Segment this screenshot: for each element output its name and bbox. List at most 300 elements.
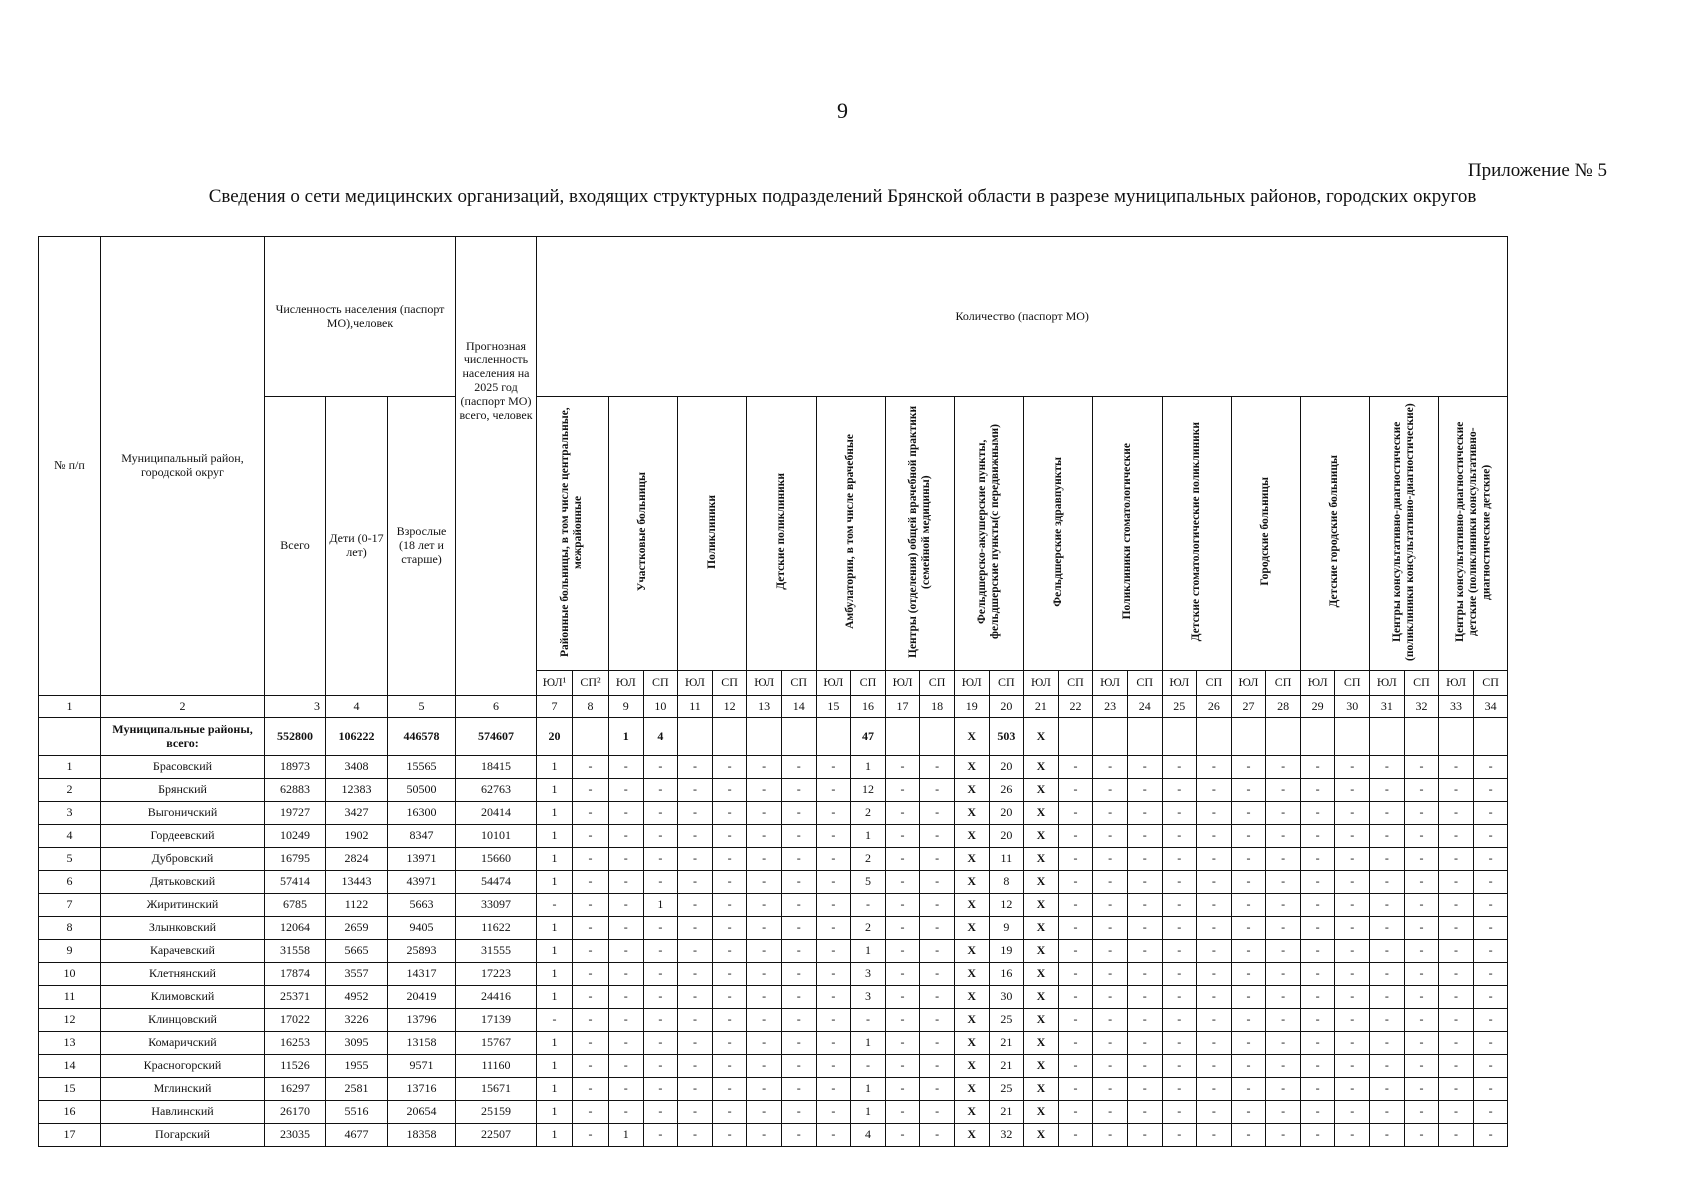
- total-cell: 503: [989, 718, 1024, 756]
- row-cell: -: [573, 825, 609, 848]
- column-number: 17: [885, 696, 920, 718]
- header-category-10: [1162, 397, 1231, 671]
- row-cell: -: [1335, 963, 1370, 986]
- row-cell: -: [1439, 848, 1474, 871]
- header-category-label: Амбулатории, в том числе врачебные: [844, 434, 857, 630]
- column-number: 9: [609, 696, 644, 718]
- row-cell: -: [1300, 986, 1335, 1009]
- row-cell: -: [1197, 1032, 1232, 1055]
- row-number: 1: [39, 756, 101, 779]
- row-cell: -: [609, 1032, 644, 1055]
- row-cell: -: [1370, 917, 1405, 940]
- row-cell: 16300: [388, 802, 456, 825]
- row-cell: 16: [989, 963, 1024, 986]
- table-row: [39, 1055, 1508, 1078]
- row-cell: X: [1024, 1101, 1059, 1124]
- row-cell: -: [885, 986, 920, 1009]
- column-number: 25: [1162, 696, 1197, 718]
- row-cell: -: [1335, 848, 1370, 871]
- row-cell: 1: [537, 802, 573, 825]
- row-cell: -: [609, 1078, 644, 1101]
- header-sub-ul: ЮЛ: [816, 671, 851, 696]
- row-cell: -: [678, 756, 713, 779]
- row-cell: 6785: [265, 894, 326, 917]
- header-sub-sp: СП: [1266, 671, 1301, 696]
- row-cell: -: [1335, 802, 1370, 825]
- total-cell: [678, 718, 713, 756]
- row-cell: 32: [989, 1124, 1024, 1147]
- total-cell: [1058, 718, 1093, 756]
- row-cell: -: [1162, 940, 1197, 963]
- column-number: 1: [39, 696, 101, 718]
- row-cell: -: [1127, 848, 1162, 871]
- row-cell: -: [573, 802, 609, 825]
- row-cell: -: [781, 1055, 816, 1078]
- total-cell: [1335, 718, 1370, 756]
- row-cell: 5: [851, 871, 886, 894]
- row-number: 10: [39, 963, 101, 986]
- row-cell: 3427: [326, 802, 388, 825]
- row-cell: -: [1197, 894, 1232, 917]
- row-cell: -: [1093, 940, 1128, 963]
- row-cell: -: [1300, 1009, 1335, 1032]
- row-cell: -: [920, 1009, 955, 1032]
- row-cell: -: [747, 1124, 782, 1147]
- row-cell: -: [573, 848, 609, 871]
- row-cell: -: [1093, 756, 1128, 779]
- row-cell: -: [1473, 1124, 1508, 1147]
- row-cell: -: [1473, 871, 1508, 894]
- row-number: 5: [39, 848, 101, 871]
- row-cell: 1: [537, 1055, 573, 1078]
- row-cell: -: [1162, 917, 1197, 940]
- row-cell: 25371: [265, 986, 326, 1009]
- row-cell: -: [1439, 963, 1474, 986]
- row-cell: -: [816, 1078, 851, 1101]
- row-cell: -: [1439, 1009, 1474, 1032]
- row-cell: -: [573, 1124, 609, 1147]
- header-category-label: Поликлиники стоматологические: [1120, 443, 1133, 620]
- row-cell: -: [573, 894, 609, 917]
- header-category-label: Центры консультативно-диагностические детские (поликлиники консультативно-диагностические детские): [1453, 421, 1492, 642]
- row-cell: X: [1024, 802, 1059, 825]
- table-row: [39, 825, 1508, 848]
- row-cell: -: [1266, 1124, 1301, 1147]
- row-cell: -: [816, 963, 851, 986]
- row-cell: -: [1093, 1124, 1128, 1147]
- row-cell: -: [885, 825, 920, 848]
- row-cell: -: [712, 802, 747, 825]
- row-cell: -: [1231, 917, 1266, 940]
- row-cell: -: [1058, 1032, 1093, 1055]
- row-cell: -: [816, 1124, 851, 1147]
- row-cell: -: [1231, 986, 1266, 1009]
- row-cell: -: [712, 756, 747, 779]
- row-cell: -: [678, 825, 713, 848]
- row-cell: 19: [989, 940, 1024, 963]
- row-cell: -: [1127, 1124, 1162, 1147]
- header-category-label: Центры (отделения) общей врачебной практики (семейной медицины): [906, 405, 932, 658]
- total-num: [39, 718, 101, 756]
- row-cell: -: [643, 1101, 678, 1124]
- row-cell: 14317: [388, 963, 456, 986]
- row-cell: -: [1197, 963, 1232, 986]
- row-district-name: Клинцовский: [101, 1009, 265, 1032]
- header-category-label: Детские поликлиники: [774, 473, 787, 590]
- row-cell: -: [1231, 1101, 1266, 1124]
- document-title: Сведения о сети медицинских организаций, входящих структурных подразделений Брянской области в разрезе муниципальных районов, городских округов: [208, 186, 1477, 207]
- row-cell: X: [1024, 848, 1059, 871]
- row-cell: 1: [537, 871, 573, 894]
- total-cell: 1: [609, 718, 644, 756]
- row-cell: 3095: [326, 1032, 388, 1055]
- row-cell: -: [885, 940, 920, 963]
- header-category-1: [537, 397, 609, 671]
- row-cell: -: [781, 779, 816, 802]
- row-cell: -: [1162, 848, 1197, 871]
- row-cell: -: [1370, 1124, 1405, 1147]
- column-number: 24: [1127, 696, 1162, 718]
- row-number: 17: [39, 1124, 101, 1147]
- row-cell: 9: [989, 917, 1024, 940]
- row-cell: -: [1197, 1124, 1232, 1147]
- row-cell: 15565: [388, 756, 456, 779]
- row-cell: -: [1231, 825, 1266, 848]
- row-cell: -: [1197, 825, 1232, 848]
- row-cell: -: [885, 917, 920, 940]
- row-cell: -: [1162, 1101, 1197, 1124]
- row-cell: -: [1473, 940, 1508, 963]
- header-sub-sp: СП: [712, 671, 747, 696]
- row-cell: -: [1335, 871, 1370, 894]
- total-cell: [1473, 718, 1508, 756]
- row-cell: -: [609, 871, 644, 894]
- row-cell: -: [573, 1009, 609, 1032]
- row-cell: 1: [851, 1078, 886, 1101]
- row-district-name: Клетнянский: [101, 963, 265, 986]
- column-number: 14: [781, 696, 816, 718]
- row-cell: 20: [989, 756, 1024, 779]
- row-cell: -: [712, 848, 747, 871]
- header-sub-sp: СП²: [573, 671, 609, 696]
- row-cell: -: [816, 825, 851, 848]
- column-number: 16: [851, 696, 886, 718]
- row-cell: -: [1231, 1124, 1266, 1147]
- row-cell: -: [1439, 940, 1474, 963]
- row-district-name: Гордеевский: [101, 825, 265, 848]
- row-cell: -: [573, 917, 609, 940]
- row-cell: X: [1024, 963, 1059, 986]
- column-number: 27: [1231, 696, 1266, 718]
- row-cell: -: [1404, 1124, 1439, 1147]
- row-cell: -: [1231, 963, 1266, 986]
- row-cell: -: [920, 848, 955, 871]
- row-cell: -: [816, 894, 851, 917]
- row-cell: -: [1266, 848, 1301, 871]
- row-cell: -: [1266, 917, 1301, 940]
- row-cell: -: [678, 1032, 713, 1055]
- row-cell: -: [1473, 848, 1508, 871]
- row-cell: -: [1404, 940, 1439, 963]
- row-cell: -: [1197, 917, 1232, 940]
- row-cell: 43971: [388, 871, 456, 894]
- row-cell: 19727: [265, 802, 326, 825]
- header-sub-sp: СП: [643, 671, 678, 696]
- row-cell: -: [747, 871, 782, 894]
- row-cell: X: [954, 1078, 989, 1101]
- column-number: 32: [1404, 696, 1439, 718]
- row-cell: 1: [851, 825, 886, 848]
- row-number: 9: [39, 940, 101, 963]
- header-category-6: [885, 397, 954, 671]
- total-cell: 106222: [326, 718, 388, 756]
- header-category-12: [1300, 397, 1369, 671]
- row-cell: 2581: [326, 1078, 388, 1101]
- header-sub-ul: ЮЛ: [1370, 671, 1405, 696]
- row-cell: -: [1473, 1101, 1508, 1124]
- column-number: 23: [1093, 696, 1128, 718]
- row-cell: -: [1058, 1101, 1093, 1124]
- row-cell: -: [816, 779, 851, 802]
- row-cell: -: [1058, 986, 1093, 1009]
- row-cell: -: [1370, 871, 1405, 894]
- row-cell: -: [643, 940, 678, 963]
- row-cell: -: [816, 1055, 851, 1078]
- total-cell: [1370, 718, 1405, 756]
- row-cell: 20: [989, 802, 1024, 825]
- row-cell: -: [816, 871, 851, 894]
- row-cell: -: [1058, 917, 1093, 940]
- row-cell: -: [1439, 986, 1474, 1009]
- row-district-name: Злынковский: [101, 917, 265, 940]
- row-district-name: Карачевский: [101, 940, 265, 963]
- total-cell: [1439, 718, 1474, 756]
- total-cell: [816, 718, 851, 756]
- row-cell: -: [920, 986, 955, 1009]
- medical-network-table: [38, 236, 1508, 1147]
- row-cell: 18358: [388, 1124, 456, 1147]
- row-cell: -: [1370, 1055, 1405, 1078]
- row-cell: -: [816, 802, 851, 825]
- row-cell: -: [1197, 1055, 1232, 1078]
- row-cell: -: [920, 802, 955, 825]
- row-cell: 15660: [456, 848, 537, 871]
- header-quantity-group: Количество (паспорт МО): [537, 237, 1508, 397]
- row-cell: 21: [989, 1101, 1024, 1124]
- row-cell: -: [1335, 1101, 1370, 1124]
- row-cell: 26170: [265, 1101, 326, 1124]
- table-row: [39, 986, 1508, 1009]
- header-sub-sp: СП: [989, 671, 1024, 696]
- header-category-8: [1024, 397, 1093, 671]
- row-cell: 17874: [265, 963, 326, 986]
- row-cell: -: [1266, 756, 1301, 779]
- header-pop-children: Дети (0-17 лет): [326, 397, 388, 696]
- row-cell: 18415: [456, 756, 537, 779]
- row-cell: -: [816, 986, 851, 1009]
- header-sub-ul: ЮЛ: [1231, 671, 1266, 696]
- row-cell: 1: [851, 1032, 886, 1055]
- row-cell: -: [781, 1009, 816, 1032]
- row-number: 15: [39, 1078, 101, 1101]
- row-cell: -: [573, 940, 609, 963]
- row-cell: -: [609, 894, 644, 917]
- row-cell: -: [1127, 986, 1162, 1009]
- column-number: 2: [101, 696, 265, 718]
- row-cell: 12383: [326, 779, 388, 802]
- row-cell: 2659: [326, 917, 388, 940]
- row-cell: 62883: [265, 779, 326, 802]
- row-cell: -: [747, 894, 782, 917]
- row-cell: -: [1231, 1032, 1266, 1055]
- column-number: 31: [1370, 696, 1405, 718]
- row-cell: 2: [851, 802, 886, 825]
- row-cell: 11622: [456, 917, 537, 940]
- row-cell: 1: [851, 1101, 886, 1124]
- row-cell: 18973: [265, 756, 326, 779]
- row-cell: -: [678, 802, 713, 825]
- row-cell: 3: [851, 963, 886, 986]
- header-sub-ul: ЮЛ: [747, 671, 782, 696]
- row-cell: -: [1162, 894, 1197, 917]
- row-cell: -: [1093, 963, 1128, 986]
- row-cell: -: [1127, 940, 1162, 963]
- row-number: 7: [39, 894, 101, 917]
- row-cell: -: [1162, 1078, 1197, 1101]
- row-cell: -: [1473, 1078, 1508, 1101]
- row-cell: -: [1300, 825, 1335, 848]
- row-cell: 12: [989, 894, 1024, 917]
- row-cell: 13796: [388, 1009, 456, 1032]
- header-sub-ul: ЮЛ: [1093, 671, 1128, 696]
- row-cell: -: [1370, 848, 1405, 871]
- row-cell: 9405: [388, 917, 456, 940]
- row-cell: -: [816, 1032, 851, 1055]
- row-cell: -: [1335, 1078, 1370, 1101]
- total-cell: [1300, 718, 1335, 756]
- row-cell: -: [920, 1124, 955, 1147]
- row-cell: -: [1335, 917, 1370, 940]
- row-cell: -: [1439, 1101, 1474, 1124]
- header-category-label: Центры консультативно-диагностические (поликлиники консультативно-диагностические): [1390, 402, 1417, 661]
- row-cell: -: [920, 963, 955, 986]
- row-district-name: Жиритинский: [101, 894, 265, 917]
- row-cell: 11160: [456, 1055, 537, 1078]
- row-cell: 16795: [265, 848, 326, 871]
- row-cell: -: [1370, 1078, 1405, 1101]
- row-cell: -: [678, 1101, 713, 1124]
- total-cell: [1162, 718, 1197, 756]
- row-cell: -: [851, 1009, 886, 1032]
- table-header: [39, 237, 1508, 718]
- row-cell: -: [678, 848, 713, 871]
- row-cell: -: [1127, 825, 1162, 848]
- row-cell: -: [781, 848, 816, 871]
- row-cell: -: [747, 940, 782, 963]
- row-cell: -: [1370, 1032, 1405, 1055]
- header-population-group: Численность населения (паспорт МО),человек: [265, 237, 456, 397]
- row-cell: 5663: [388, 894, 456, 917]
- row-cell: -: [1127, 1078, 1162, 1101]
- header-sub-sp: СП: [1058, 671, 1093, 696]
- row-cell: -: [1473, 802, 1508, 825]
- row-cell: -: [1127, 1032, 1162, 1055]
- row-cell: -: [1231, 1055, 1266, 1078]
- row-number: 12: [39, 1009, 101, 1032]
- row-cell: -: [920, 1032, 955, 1055]
- row-cell: -: [1127, 917, 1162, 940]
- row-cell: -: [816, 848, 851, 871]
- header-row-1: [39, 237, 1508, 397]
- row-cell: -: [1093, 917, 1128, 940]
- row-cell: 3408: [326, 756, 388, 779]
- total-name: Муниципальные районы, всего:: [101, 718, 265, 756]
- row-cell: -: [885, 1101, 920, 1124]
- row-cell: 2: [851, 848, 886, 871]
- row-cell: 1: [537, 963, 573, 986]
- row-cell: 2824: [326, 848, 388, 871]
- row-cell: X: [1024, 986, 1059, 1009]
- row-cell: -: [1473, 986, 1508, 1009]
- table-row: [39, 1009, 1508, 1032]
- row-district-name: Дятьковский: [101, 871, 265, 894]
- row-cell: -: [1058, 848, 1093, 871]
- row-cell: -: [920, 940, 955, 963]
- row-cell: -: [1231, 848, 1266, 871]
- row-cell: -: [1439, 779, 1474, 802]
- row-cell: -: [643, 963, 678, 986]
- row-cell: X: [954, 802, 989, 825]
- row-cell: 24416: [456, 986, 537, 1009]
- header-sub-ul: ЮЛ: [609, 671, 644, 696]
- row-cell: -: [712, 1101, 747, 1124]
- row-cell: 17022: [265, 1009, 326, 1032]
- row-cell: -: [1197, 802, 1232, 825]
- row-cell: 3226: [326, 1009, 388, 1032]
- row-cell: -: [885, 1009, 920, 1032]
- table-row: [39, 1101, 1508, 1124]
- row-cell: -: [885, 1032, 920, 1055]
- row-cell: -: [1335, 894, 1370, 917]
- row-cell: -: [1058, 1055, 1093, 1078]
- row-cell: -: [609, 986, 644, 1009]
- row-cell: -: [643, 986, 678, 1009]
- row-cell: -: [1127, 802, 1162, 825]
- row-cell: -: [1093, 1101, 1128, 1124]
- row-cell: 3: [851, 986, 886, 1009]
- row-cell: 23035: [265, 1124, 326, 1147]
- row-district-name: Навлинский: [101, 1101, 265, 1124]
- total-cell: 446578: [388, 718, 456, 756]
- header-sub-sp: СП: [1404, 671, 1439, 696]
- row-cell: -: [885, 871, 920, 894]
- row-cell: -: [1473, 756, 1508, 779]
- row-cell: -: [1127, 963, 1162, 986]
- row-cell: 31555: [456, 940, 537, 963]
- row-cell: -: [1370, 963, 1405, 986]
- row-cell: 4677: [326, 1124, 388, 1147]
- row-cell: -: [1093, 848, 1128, 871]
- row-district-name: Красногорский: [101, 1055, 265, 1078]
- row-cell: -: [609, 917, 644, 940]
- row-cell: -: [885, 963, 920, 986]
- row-cell: -: [712, 986, 747, 1009]
- row-cell: -: [1197, 848, 1232, 871]
- row-cell: 1: [643, 894, 678, 917]
- row-cell: 1: [851, 756, 886, 779]
- row-cell: -: [1439, 1078, 1474, 1101]
- row-number: 16: [39, 1101, 101, 1124]
